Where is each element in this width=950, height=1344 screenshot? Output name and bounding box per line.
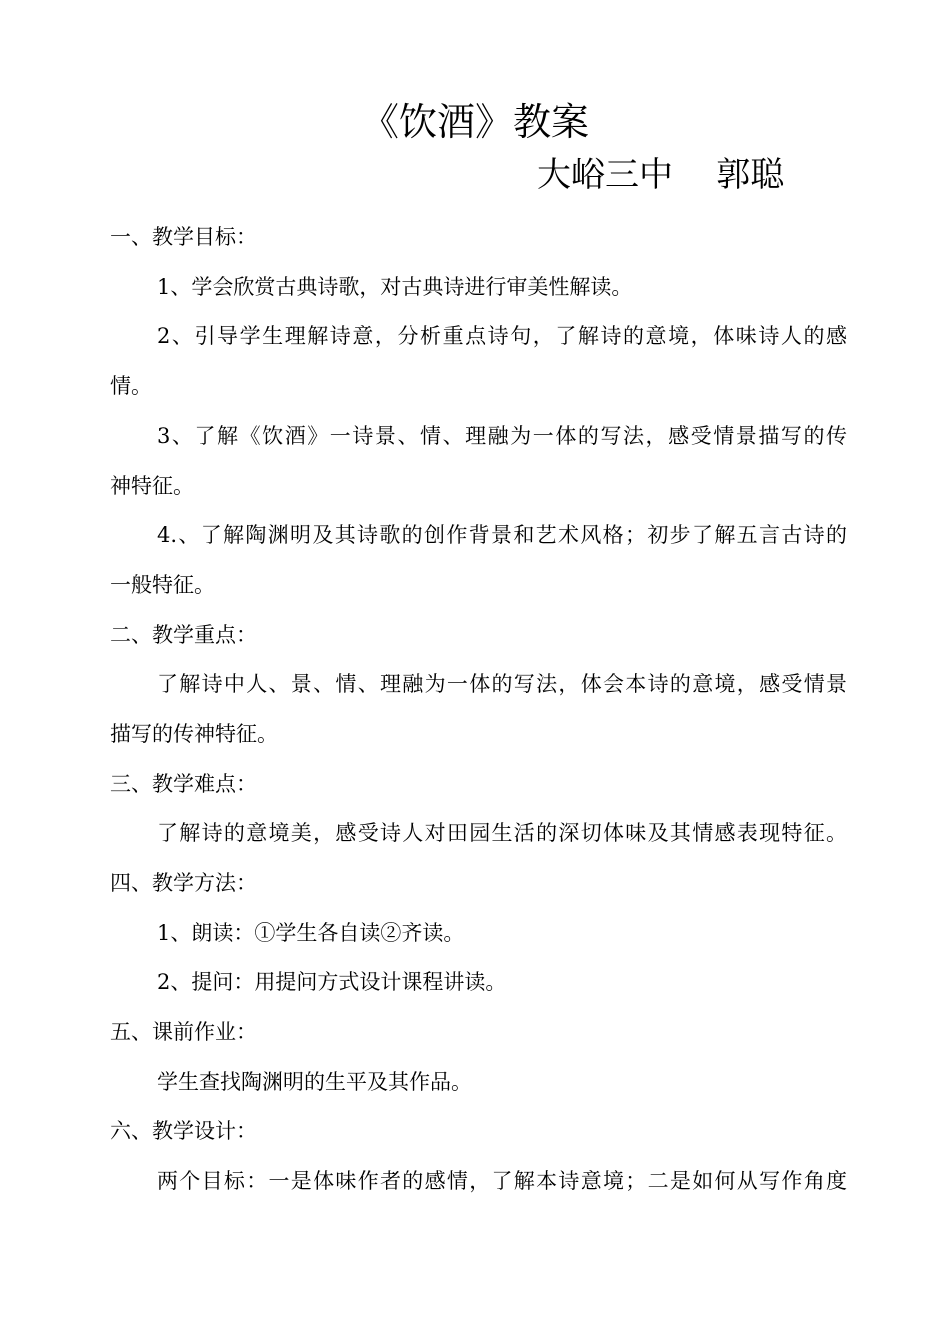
document-author: 大峪三中 郭聪 [537,155,785,195]
paragraph-line: 情。 [110,374,152,398]
section-heading-key-points: 二、教学重点： [110,623,257,647]
paragraph-line: 2、引导学生理解诗意，分析重点诗句，了解诗的意境，体味诗人的感 [157,324,847,348]
paragraph-line: 3、了解《饮酒》一诗景、情、理融为一体的写法，感受情景描写的传 [157,424,847,448]
section-heading-objectives: 一、教学目标： [110,225,257,249]
paragraph-line: 描写的传神特征。 [110,722,278,746]
document-title: 《饮酒》教案 [360,100,589,144]
section-heading-difficulties: 三、教学难点： [110,772,257,796]
paragraph-line: 一般特征。 [110,573,215,597]
paragraph-line: 神特征。 [110,474,194,498]
paragraph-line: 学生查找陶渊明的生平及其作品。 [157,1070,472,1094]
paragraph-line: 4.、了解陶渊明及其诗歌的创作背景和艺术风格；初步了解五言古诗的 [157,523,847,547]
section-heading-homework: 五、课前作业： [110,1020,257,1044]
paragraph-line: 2、提问：用提问方式设计课程讲读。 [157,970,507,994]
paragraph-line: 1、学会欣赏古典诗歌，对古典诗进行审美性解读。 [157,275,633,299]
paragraph-line: 1、朗读：①学生各自读②齐读。 [157,921,465,945]
paragraph-line: 两个目标：一是体味作者的感情，了解本诗意境；二是如何从写作角度 [157,1169,847,1193]
paragraph-line: 了解诗中人、景、情、理融为一体的写法，体会本诗的意境，感受情景 [157,672,847,696]
paragraph-line: 了解诗的意境美，感受诗人对田园生活的深切体味及其情感表现特征。 [157,821,847,845]
section-heading-methods: 四、教学方法： [110,871,257,895]
section-heading-design: 六、教学设计： [110,1119,257,1143]
